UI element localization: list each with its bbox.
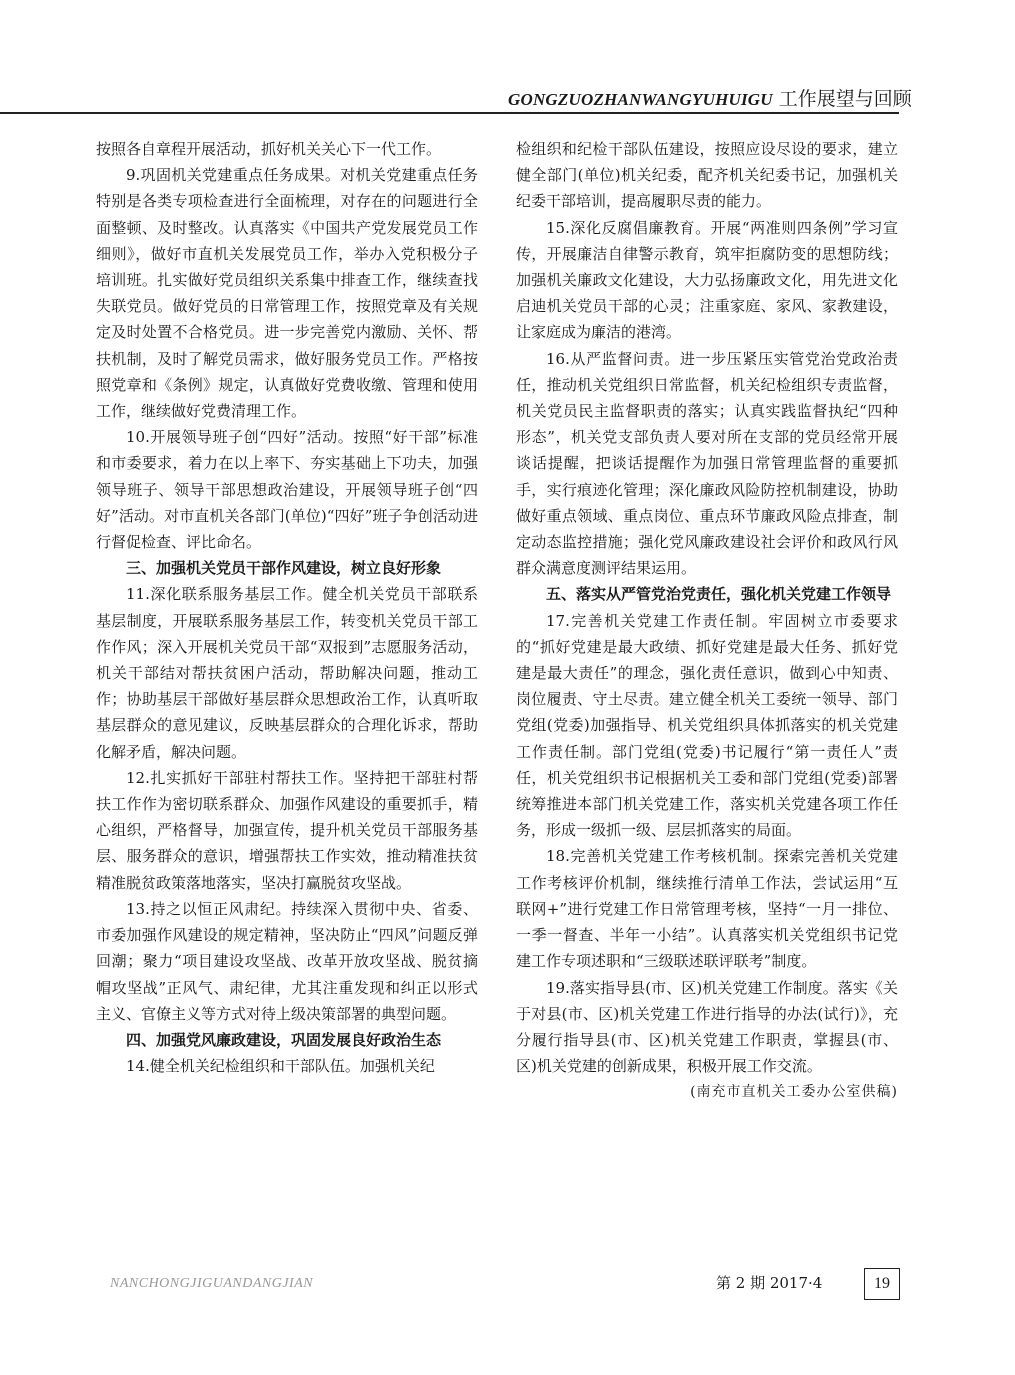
paragraph: 13.持之以恒正风肃纪。持续深入贯彻中央、省委、市委加强作风建设的规定精神，坚决防止“四风”问题反弹回潮；聚力“项目建设攻坚战、改革开放攻坚战、脱贫摘帽攻坚战”正风气、肃纪律，尤其注重发现和纠正以形式主义、官僚主义等方式对待上级决策部署的典型问题。	[96, 899, 478, 1023]
paragraph: 16.从严监督问责。进一步压紧压实管党治党政治责任，推动机关党组织日常监督，机关纪检组织专责监督，机关党员民主监督职责的落实；认真实践监督执纪“四种形态”，机关党支部负责人要对所在支部的党员经常开展谈话提醒，把谈话提醒作为加强日常管理监督的重要抓手，实行痕迹化管理；深化廉政风险防控机制建设，协助做好重点领域、重点岗位、重点环节廉政风险点排查，制定动态监控措施；强化党风廉政建设社会评价和政风行风群众满意度测评结果运用。	[516, 349, 898, 578]
paragraph: 17.完善机关党建工作责任制。牢固树立市委要求的“抓好党建是最大政绩、抓好党建是最大任务、抓好党建是最大责任”的理念，强化责任意识，做到心中知责、岗位履责、守土尽责。建立健全机关工委统一领导、部门党组(党委)加强指导、机关党组织具体抓落实的机关党建工作责任制。部门党组(党委)书记履行“第一责任人”责任，机关党组织书记根据机关工委和部门党组(党委)部署统筹推进本部门机关党建工作，落实机关党建各项工作任务，形成一级抓一级、层层抓落实的局面。	[516, 611, 898, 840]
left-column	[96, 136, 478, 1079]
paragraph: 14.健全机关纪检组织和干部队伍。加强机关纪	[126, 1057, 435, 1076]
paragraph: 10.开展领导班子创“四好”活动。按照“好干部”标准和市委要求，着力在以上率下、夯实基础上下功夫，加强领导班子、领导干部思想政治建设，开展领导班子创“四好”活动。对市直机关各部门(单位)“四好”班子争创活动进行督促检查、评比命名。	[96, 428, 478, 552]
header-rule	[0, 112, 899, 114]
section-heading: 五、落实从严管党治党责任，强化机关党建工作领导	[546, 585, 892, 604]
paragraph: 11.深化联系服务基层工作。健全机关党员干部联系基层制度，开展联系服务基层工作，转变机关党员干部工作作风；深入开展机关党员干部“双报到”志愿服务活动，机关干部结对帮扶贫困户活动，帮助解决问题，推动工作；协助基层干部做好基层群众思想政治工作，认真听取基层群众的意见建议，反映基层群众的合理化诉求，帮助化解矛盾，解决问题。	[96, 585, 478, 761]
issue-info: 第 2 期 2017·4	[716, 1274, 823, 1292]
section-heading: 四、加强党风廉政建设，巩固发展良好政治生态	[126, 1030, 442, 1049]
page-number: 19	[864, 1268, 900, 1300]
paragraph: 检组织和纪检干部队伍建设，按照应设尽设的要求，建立健全部门(单位)机关纪委，配齐机关纪委书记，加强机关纪委干部培训，提高履职尽责的能力。	[516, 140, 898, 211]
source-credit: (南充市直机关工委办公室供稿)	[690, 1084, 898, 1101]
running-header	[508, 84, 912, 110]
header-pinyin: GONGZUOZHANWANGYUHUIGU	[508, 90, 773, 109]
paragraph: 18.完善机关党建工作考核机制。探索完善机关党建工作考核评价机制，继续推行清单工作法，尝试运用“互联网+”进行党建工作日常管理考核，坚持“一月一排位、一季一督查、半年一小结”。认真落实机关党组织书记党建工作专项述职和“三级联述联评联考”制度。	[516, 847, 898, 971]
paragraph: 9.巩固机关党建重点任务成果。对机关党建重点任务特别是各类专项检查进行全面梳理，对存在的问题进行全面整顿、及时整改。认真落实《中国共产党发展党员工作细则》，做好市直机关发展党员工作，举办入党积极分子培训班。扎实做好党员组织关系集中排查工作，继续查找失联党员。做好党员的日常管理工作，按照党章及有关规定及时处置不合格党员。进一步完善党内激励、关怀、帮扶机制，及时了解党员需求，做好服务党员工作。严格按照党章和《条例》规定，认真做好党费收缴、管理和使用工作，继续做好党费清理工作。	[96, 166, 478, 421]
paragraph: 按照各自章程开展活动，抓好机关关心下一代工作。	[96, 140, 442, 158]
header-section-title: 工作展望与回顾	[778, 88, 912, 110]
paragraph: 12.扎实抓好干部驻村帮扶工作。坚持把干部驻村帮扶工作作为密切联系群众、加强作风建设的重要抓手，精心组织，严格督导，加强宣传，提升机关党员干部服务基层、服务群众的意识，增强帮扶工作实效，推动精准扶贫精准脱贫政策落地落实，坚决打赢脱贫攻坚战。	[96, 768, 478, 892]
right-column	[516, 136, 898, 1106]
paragraph: 19.落实指导县(市、区)机关党建工作制度。落实《关于对县(市、区)机关党建工作进行指导的办法(试行)》，充分履行指导县(市、区)机关党建工作职责，掌握县(市、区)机关党建的创新成果，积极开展工作交流。	[516, 978, 898, 1076]
paragraph: 15.深化反腐倡廉教育。开展“两准则四条例”学习宣传，开展廉洁自律警示教育，筑牢拒腐防变的思想防线；加强机关廉政文化建设，大力弘扬廉政文化，用先进文化启迪机关党员干部的心灵；注重家庭、家风、家教建设，让家庭成为廉洁的港湾。	[516, 218, 898, 342]
section-heading: 三、加强机关党员干部作风建设，树立良好形象	[126, 559, 442, 578]
journal-name: NANCHONGJIGUANDANGJIAN	[110, 1276, 314, 1291]
